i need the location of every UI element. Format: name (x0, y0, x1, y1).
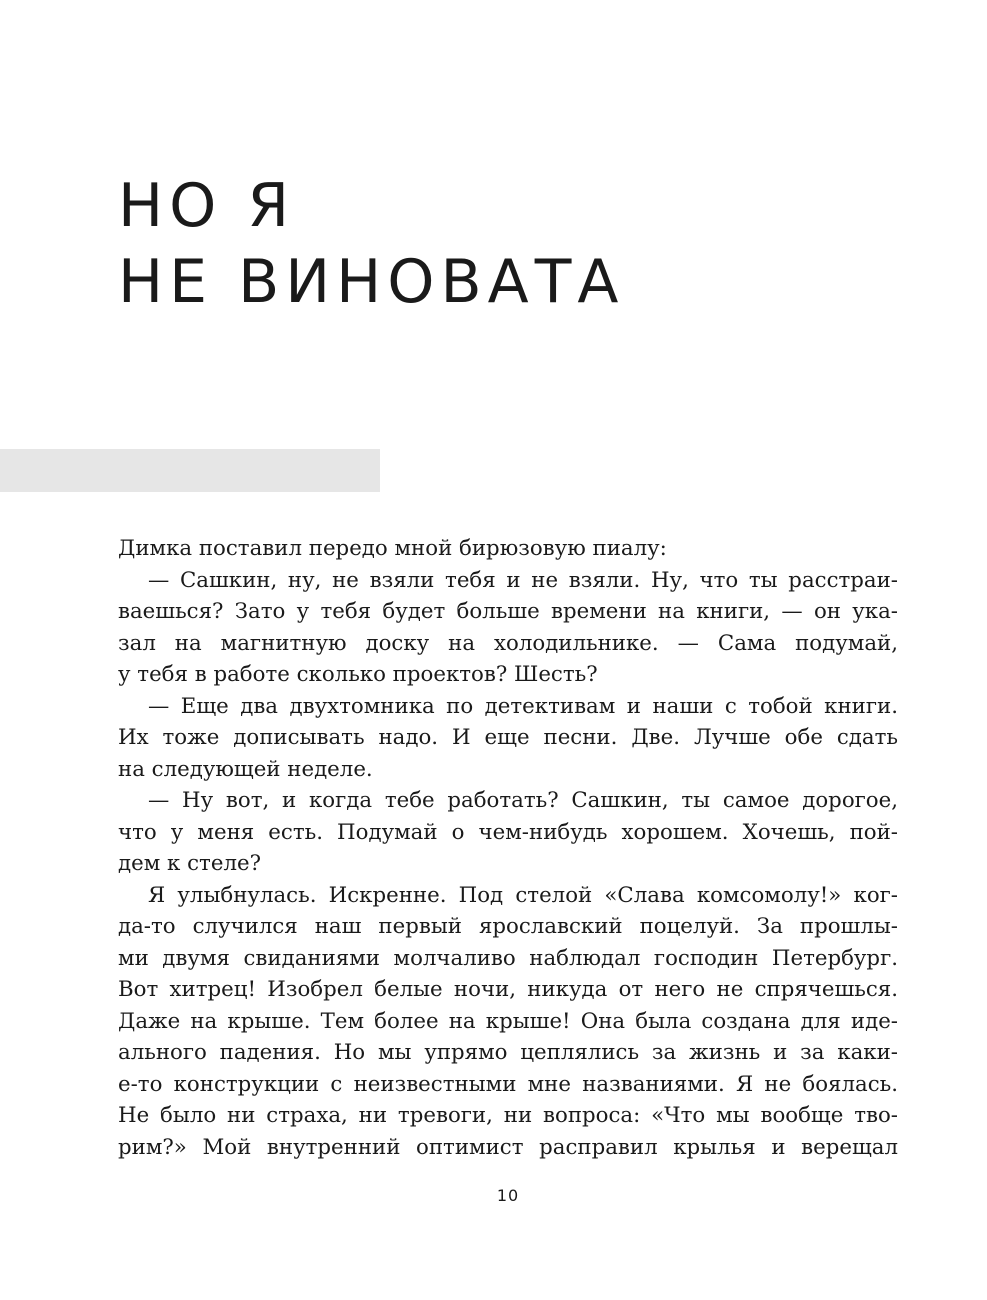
text-line: на следующей неделе. (118, 756, 373, 782)
chapter-title-line-1: НО Я (118, 171, 296, 241)
text-line: Даже на крыше. Тем более на крыше! Она была создана для иде- (118, 1008, 898, 1034)
text-line: да-то случился наш первый ярославский поцелуй. За прошлы- (118, 914, 898, 939)
page-number: 10 (496, 1186, 520, 1205)
text-line: ми двумя свиданиями молчаливо наблюдал господин Петербург. (118, 945, 898, 971)
text-line: ваешься? Зато у тебя будет больше времени на книги, — он ука- (118, 599, 898, 624)
chapter-title (118, 168, 624, 320)
text-line: — Сашкин, ну, не взяли тебя и не взяли. Ну, что ты расстраи- (148, 567, 898, 593)
decorative-bar (0, 449, 380, 492)
chapter-title-line-2: НЕ ВИНОВАТА (118, 247, 625, 317)
text-line: у тебя в работе сколько проектов? Шесть? (118, 662, 598, 687)
text-line: Их тоже дописывать надо. И еще песни. Две. Лучше обе сдать (118, 725, 898, 750)
text-line: что у меня есть. Подумай о чем-нибудь хорошем. Хочешь, пой- (118, 819, 898, 845)
chapter-body-text (118, 533, 898, 1163)
text-line: е-то конструкции с неизвестными мне названиями. Я не боялась. (118, 1071, 898, 1097)
text-line: дем к стеле? (118, 851, 261, 876)
text-line: — Ну вот, и когда тебе работать? Сашкин, ты самое дорогое, (148, 788, 898, 813)
text-line: Димка поставил передо мной бирюзовую пиалу: (118, 536, 667, 561)
text-line: ального падения. Но мы упрямо цеплялись за жизнь и за каки- (118, 1040, 898, 1065)
text-line: — Еще два двухтомника по детективам и наши с тобой книги. (148, 693, 898, 719)
text-line: зал на магнитную доску на холодильнике. — Сама подумай, (118, 630, 898, 656)
text-line: Не было ни страха, ни тревоги, ни вопроса: «Что мы вообще тво- (118, 1103, 898, 1128)
text-line: рим?» Мой внутренний оптимист расправил крылья и верещал (118, 1134, 898, 1160)
text-line: Я улыбнулась. Искренне. Под стелой «Слава комсомолу!» ког- (148, 882, 898, 908)
text-line: Вот хитрец! Изобрел белые ночи, никуда от него не спрячешься. (118, 977, 898, 1002)
